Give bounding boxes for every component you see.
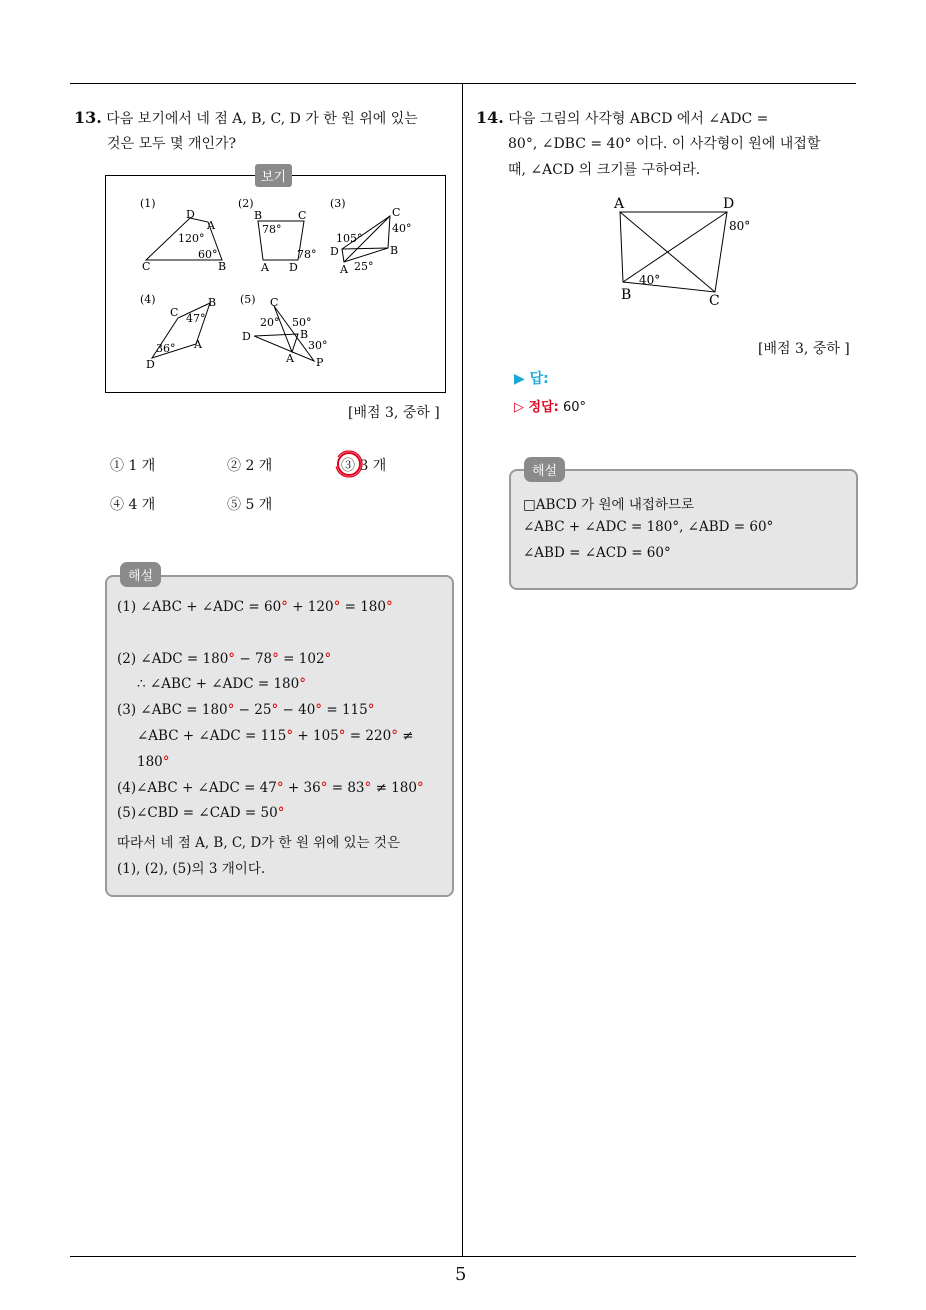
question-text: 다음 그림의 사각형 ABCD 에서 ∠ADC = [508,111,769,127]
explanation-line: (3) ∠ABC = 180 [117,702,228,718]
explanation-line: ∠ABC + ∠ADC = 180°, ∠ABD = 60° [523,519,774,535]
svg-text:C: C [170,306,179,319]
answer-label: ▶ 답: [514,371,549,387]
angle-d-label: 80° [729,219,751,233]
figure-3-label: (3) [330,197,346,210]
figure-5-angle: 20° [260,316,280,329]
explanation-label: 해설 [120,562,161,587]
choice-2[interactable]: ② 2 개 [227,458,273,474]
explanation-line: 180 [137,754,163,770]
quadrilateral-figure [605,192,765,312]
figure-5-angle: 30° [308,339,328,352]
example-box [105,175,446,393]
figure-1-angle: 120° [178,232,205,245]
svg-text:C: C [298,209,307,222]
figure-3-angle: 40° [392,222,412,235]
page-number: 5 [455,1264,467,1285]
svg-text:B: B [300,328,309,341]
svg-text:D: D [242,330,251,343]
svg-text:D: D [186,208,195,221]
question-text-line2: 것은 모두 몇 개인가? [107,136,237,152]
svg-text:A: A [194,338,202,351]
quadrilateral-abcd [620,212,727,292]
explanation-box [509,469,858,590]
figure-4-angle: 47° [186,312,206,325]
svg-text:C: C [142,260,151,273]
explanation-line: (2) ∠ADC = 180 [117,651,229,667]
explanation-label: 해설 [524,457,565,482]
explanation-line: (5)∠CBD = ∠CAD = 50 [117,805,278,821]
correct-answer-value: 60° [562,400,587,415]
figure-4-angle: 36° [156,342,176,355]
svg-text:A: A [340,263,348,276]
figure-2-angle: 78° [262,223,282,236]
score-label: [배점 3, 중하 ] [758,341,850,357]
explanation-line: (1), (2), (5)의 3 개이다. [117,861,266,877]
question-number: 13. [74,108,102,127]
explanation-line: 따라서 네 점 A, B, C, D가 한 원 위에 있는 것은 [117,835,400,851]
bottom-rule [70,1256,856,1257]
svg-text:D: D [146,358,155,371]
figure-4-label: (4) [140,293,156,306]
svg-text:B: B [254,209,263,222]
svg-text:C: C [270,296,279,309]
score-label: [배점 3, 중하 ] [348,405,440,421]
figure-1-angle: 60° [198,248,218,261]
example-figures [106,176,445,392]
choice-1[interactable]: ① 1 개 [110,458,156,474]
svg-text:D: D [289,261,298,274]
question-text-line3: 때, ∠ACD 의 크기를 구하여라. [508,162,701,178]
question-text-line2: 80°, ∠DBC = 40° 이다. 이 사각형이 원에 내접할 [508,136,821,152]
svg-text:A: A [261,261,269,274]
explanation-line: ∠ABC + ∠ADC = 115 [137,728,287,744]
selected-choice-marker [334,449,364,479]
explanation-line: (4)∠ABC + ∠ADC = 47 [117,780,277,796]
question-text: 다음 보기에서 네 점 A, B, C, D 가 한 원 위에 있는 [106,111,418,127]
choice-5[interactable]: ⑤ 5 개 [227,497,273,513]
figure-2-angle: 78° [297,248,317,261]
explanation-box: (1) ∠ABC + ∠ADC = 60° + 120° = 180° (2) ∠ADC = 180° − 78° = 102° ∴ ∠ABC + ∠ADC = 180° (3) ∠ABC = 180° − 25° − 40° = 115° ∠ABC + ∠ADC = 115° + 105° = 220° ≠ 180° (4)∠ABC + ∠ADC = 47° + 36° = 83° ≠ 180° (5)∠CBD = ∠CAD = 50° 따라서 네 점 A, B, C, D가 한 원 위에 있는 것은 (1), (2), (5)의 3 개이다. [105,575,454,897]
figure-2-label: (2) [238,197,254,210]
svg-text:B: B [390,244,399,257]
svg-text:A: A [207,219,215,232]
vertex-d: D [723,196,735,212]
figure-3-angle: 25° [354,260,374,273]
angle-b-label: 40° [639,273,661,287]
explanation-line: ∴ ∠ABC + ∠ADC = 180 [137,676,300,692]
figure-1-label: (1) [140,197,156,210]
diagonal-bd [623,212,727,282]
choice-3[interactable]: ③ 3 개 [341,458,387,474]
explanation-line: (1) ∠ABC + ∠ADC = 60 [117,599,282,615]
choice-4[interactable]: ④ 4 개 [110,497,156,513]
question-number: 14. [476,108,504,127]
vertex-a: A [614,196,625,212]
correct-answer-label: ▷ 정답: [514,400,559,415]
svg-text:C: C [392,206,401,219]
vertex-c: C [709,293,720,309]
svg-text:D: D [330,245,339,258]
figure-3-angle: 105° [336,232,363,245]
vertex-b: B [621,287,632,303]
svg-text:P: P [316,356,324,369]
svg-text:B: B [208,296,217,309]
svg-text:B: B [218,260,227,273]
top-rule [70,83,856,84]
svg-text:A: A [286,352,294,365]
figure-5-label: (5) [240,293,256,306]
explanation-line: ∠ABD = ∠ACD = 60° [523,545,671,561]
example-box-label: 보기 [255,164,292,187]
explanation-line: □ABCD 가 원에 내접하므로 [523,497,695,513]
figure-5-angle: 50° [292,316,312,329]
column-divider [462,83,463,1256]
